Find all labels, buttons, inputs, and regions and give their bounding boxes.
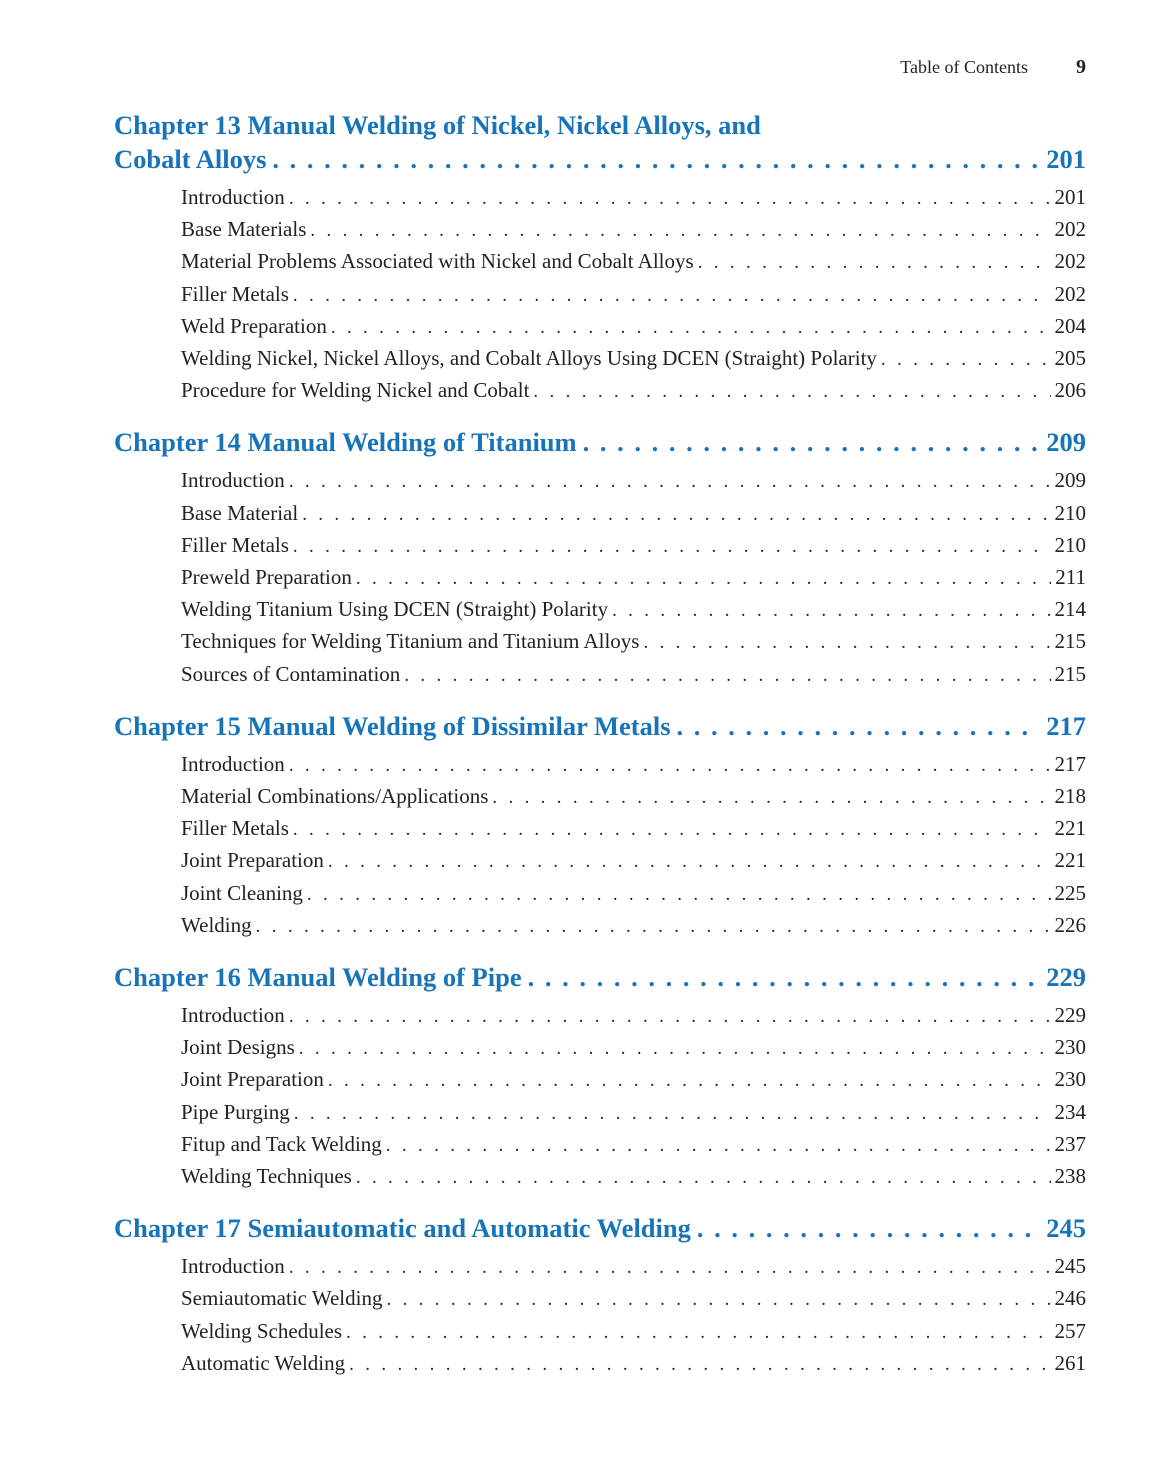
toc-entry[interactable] <box>181 594 1086 626</box>
chapter-title[interactable] <box>114 425 1086 459</box>
dot-leader <box>293 281 1051 311</box>
dot-leader <box>643 628 1050 658</box>
entry-title: Material Problems Associated with Nickel and Cobalt Alloys <box>181 249 694 274</box>
entry-page-number: 215 <box>1054 661 1086 686</box>
toc-entry[interactable] <box>181 910 1086 942</box>
dot-leader <box>328 1066 1051 1096</box>
entry-title: Material Combinations/Applications <box>181 784 489 809</box>
toc-entry[interactable] <box>181 813 1086 845</box>
dot-leader <box>492 783 1050 813</box>
dot-leader <box>293 532 1051 562</box>
toc-entry[interactable] <box>181 246 1086 278</box>
chapter-title[interactable] <box>114 709 1086 743</box>
entry-page-number: 214 <box>1054 597 1086 622</box>
entry-list <box>181 465 1086 690</box>
entry-page-number: 206 <box>1054 378 1086 403</box>
entry-page-number: 238 <box>1054 1164 1086 1189</box>
dot-leader <box>289 1253 1051 1283</box>
dot-leader <box>289 751 1051 781</box>
entry-title: Weld Preparation <box>181 313 327 338</box>
toc-entry[interactable] <box>181 562 1086 594</box>
toc-entry[interactable] <box>181 1000 1086 1032</box>
entry-title: Introduction <box>181 468 285 493</box>
entry-title: Preweld Preparation <box>181 565 352 590</box>
dot-leader <box>256 912 1051 942</box>
toc-entry[interactable] <box>181 1251 1086 1283</box>
chapter-title-text: Chapter 17 Semiautomatic and Automatic Welding <box>114 1213 691 1244</box>
entry-page-number: 215 <box>1054 629 1086 654</box>
entry-title: Joint Preparation <box>181 848 324 873</box>
entry-page-number: 210 <box>1054 500 1086 525</box>
entry-page-number: 211 <box>1055 565 1086 590</box>
entry-page-number: 202 <box>1054 281 1086 306</box>
chapter-section <box>114 108 1086 407</box>
chapter-title-line <box>114 960 1086 994</box>
chapter-page-number: 209 <box>1046 427 1086 458</box>
chapter-title-line <box>114 709 1086 743</box>
entry-title: Filler Metals <box>181 281 289 306</box>
toc-entry[interactable] <box>181 343 1086 375</box>
running-title: Table of Contents <box>900 57 1028 77</box>
entry-list <box>181 749 1086 942</box>
entry-page-number: 202 <box>1054 249 1086 274</box>
chapter-section <box>114 960 1086 1193</box>
dot-leader <box>293 815 1051 845</box>
entry-page-number: 230 <box>1054 1067 1086 1092</box>
dot-leader <box>612 596 1050 626</box>
chapter-page-number: 245 <box>1046 1213 1086 1244</box>
entry-page-number: 257 <box>1054 1318 1086 1343</box>
entry-title: Techniques for Welding Titanium and Titanium Alloys <box>181 629 640 654</box>
entry-page-number: 229 <box>1054 1003 1086 1028</box>
toc-entry[interactable] <box>181 498 1086 530</box>
toc-entry[interactable] <box>181 749 1086 781</box>
page-header <box>900 56 1086 79</box>
entry-title: Semiautomatic Welding <box>181 1286 383 1311</box>
chapter-title[interactable] <box>114 1211 1086 1245</box>
toc-entry[interactable] <box>181 626 1086 658</box>
dot-leader <box>328 847 1051 877</box>
table-of-contents <box>114 108 1086 1398</box>
entry-title: Joint Cleaning <box>181 880 303 905</box>
entry-title: Welding Titanium Using DCEN (Straight) Polarity <box>181 597 609 622</box>
dot-leader <box>386 1285 1050 1315</box>
entry-title: Welding Techniques <box>181 1164 352 1189</box>
entry-page-number: 234 <box>1054 1099 1086 1124</box>
dot-leader <box>356 564 1051 594</box>
entry-title: Filler Metals <box>181 532 289 557</box>
entry-title: Fitup and Tack Welding <box>181 1131 382 1156</box>
chapter-page-number: 201 <box>1046 144 1086 174</box>
toc-entry[interactable] <box>181 465 1086 497</box>
dot-leader <box>310 216 1050 246</box>
page-number: 9 <box>1076 56 1086 78</box>
dot-leader <box>698 248 1051 278</box>
entry-page-number: 205 <box>1054 346 1086 371</box>
entry-title: Introduction <box>181 751 285 776</box>
entry-title: Introduction <box>181 1003 285 1028</box>
dot-leader <box>697 1211 1040 1245</box>
chapter-title-text: Chapter 16 Manual Welding of Pipe <box>114 962 522 993</box>
chapter-title-line: Chapter 13 Manual Welding of Nickel, Nickel Alloys, and <box>114 110 761 140</box>
entry-page-number: 230 <box>1054 1035 1086 1060</box>
dot-leader <box>386 1131 1051 1161</box>
dot-leader <box>583 425 1041 459</box>
chapter-page-number: 229 <box>1046 962 1086 993</box>
entry-title: Filler Metals <box>181 816 289 841</box>
chapter-section <box>114 1211 1086 1380</box>
chapter-title-text: Chapter 14 Manual Welding of Titanium <box>114 427 577 458</box>
entry-page-number: 218 <box>1054 784 1086 809</box>
toc-entry[interactable] <box>181 1348 1086 1380</box>
dot-leader <box>294 1099 1051 1129</box>
dot-leader <box>346 1318 1050 1348</box>
chapter-title-line <box>114 1211 1086 1245</box>
toc-entry[interactable] <box>181 1161 1086 1193</box>
entry-title: Joint Designs <box>181 1035 295 1060</box>
entry-page-number: 201 <box>1054 185 1086 209</box>
chapter-section <box>114 709 1086 942</box>
chapter-title-text: Cobalt Alloys <box>114 144 267 174</box>
entry-page-number: 217 <box>1054 751 1086 776</box>
toc-entry[interactable] <box>181 878 1086 910</box>
entry-title: Welding Nickel, Nickel Alloys, and Cobalt Alloys Using DCEN (Straight) Polarity <box>181 346 877 371</box>
entry-page-number: 210 <box>1054 532 1086 557</box>
entry-page-number: 221 <box>1054 816 1086 841</box>
entry-list <box>181 1251 1086 1380</box>
entry-page-number: 237 <box>1054 1131 1086 1156</box>
entry-title: Welding <box>181 912 252 937</box>
chapter-title-line <box>114 142 1086 176</box>
dot-leader <box>533 377 1050 407</box>
chapter-title[interactable] <box>114 108 1086 176</box>
entry-page-number: 209 <box>1054 468 1086 493</box>
entry-title: Introduction <box>181 1254 285 1279</box>
dot-leader <box>299 1034 1051 1064</box>
chapter-title-line <box>114 425 1086 459</box>
toc-entry[interactable] <box>181 1097 1086 1129</box>
chapter-title-text: Chapter 15 Manual Welding of Dissimilar Metals <box>114 710 671 741</box>
dot-leader <box>528 960 1041 994</box>
entry-title: Automatic Welding <box>181 1350 346 1375</box>
entry-title: Pipe Purging <box>181 1099 290 1124</box>
toc-entry[interactable] <box>181 530 1086 562</box>
entry-page-number: 225 <box>1054 880 1086 905</box>
toc-entry[interactable] <box>181 311 1086 343</box>
entry-title: Welding Schedules <box>181 1318 343 1343</box>
chapter-section <box>114 425 1086 690</box>
toc-entry[interactable] <box>181 1316 1086 1348</box>
entry-list <box>181 182 1086 407</box>
entry-page-number: 261 <box>1054 1350 1086 1375</box>
dot-leader <box>356 1163 1051 1193</box>
toc-entry[interactable] <box>181 375 1086 407</box>
entry-list <box>181 1000 1086 1193</box>
toc-entry[interactable] <box>181 279 1086 311</box>
dot-leader <box>307 880 1051 910</box>
dot-leader <box>302 500 1050 530</box>
toc-entry[interactable] <box>181 845 1086 877</box>
entry-title: Sources of Contamination <box>181 661 401 686</box>
entry-page-number: 226 <box>1054 912 1086 937</box>
toc-entry[interactable] <box>181 1283 1086 1315</box>
entry-page-number: 246 <box>1054 1286 1086 1311</box>
toc-entry[interactable] <box>181 781 1086 813</box>
entry-title: Procedure for Welding Nickel and Cobalt <box>181 378 530 403</box>
entry-title: Joint Preparation <box>181 1067 324 1092</box>
dot-leader <box>404 661 1050 691</box>
entry-page-number: 202 <box>1054 217 1086 242</box>
chapter-title[interactable] <box>114 960 1086 994</box>
dot-leader <box>349 1350 1050 1380</box>
dot-leader <box>289 184 1051 214</box>
dot-leader <box>272 142 1040 176</box>
dot-leader <box>331 313 1051 343</box>
toc-entry[interactable] <box>181 214 1086 246</box>
entry-title: Base Materials <box>181 217 307 242</box>
entry-page-number: 245 <box>1054 1254 1086 1279</box>
entry-page-number: 204 <box>1054 313 1086 338</box>
toc-entry[interactable] <box>181 1032 1086 1064</box>
toc-entry[interactable] <box>181 182 1086 214</box>
dot-leader <box>677 709 1041 743</box>
dot-leader <box>881 345 1051 375</box>
dot-leader <box>289 1002 1051 1032</box>
toc-entry[interactable] <box>181 1064 1086 1096</box>
entry-title: Introduction <box>181 185 285 209</box>
entry-title: Base Material <box>181 500 299 525</box>
toc-entry[interactable] <box>181 659 1086 691</box>
dot-leader <box>289 467 1051 497</box>
chapter-page-number: 217 <box>1046 710 1086 741</box>
entry-page-number: 221 <box>1054 848 1086 873</box>
toc-entry[interactable] <box>181 1129 1086 1161</box>
